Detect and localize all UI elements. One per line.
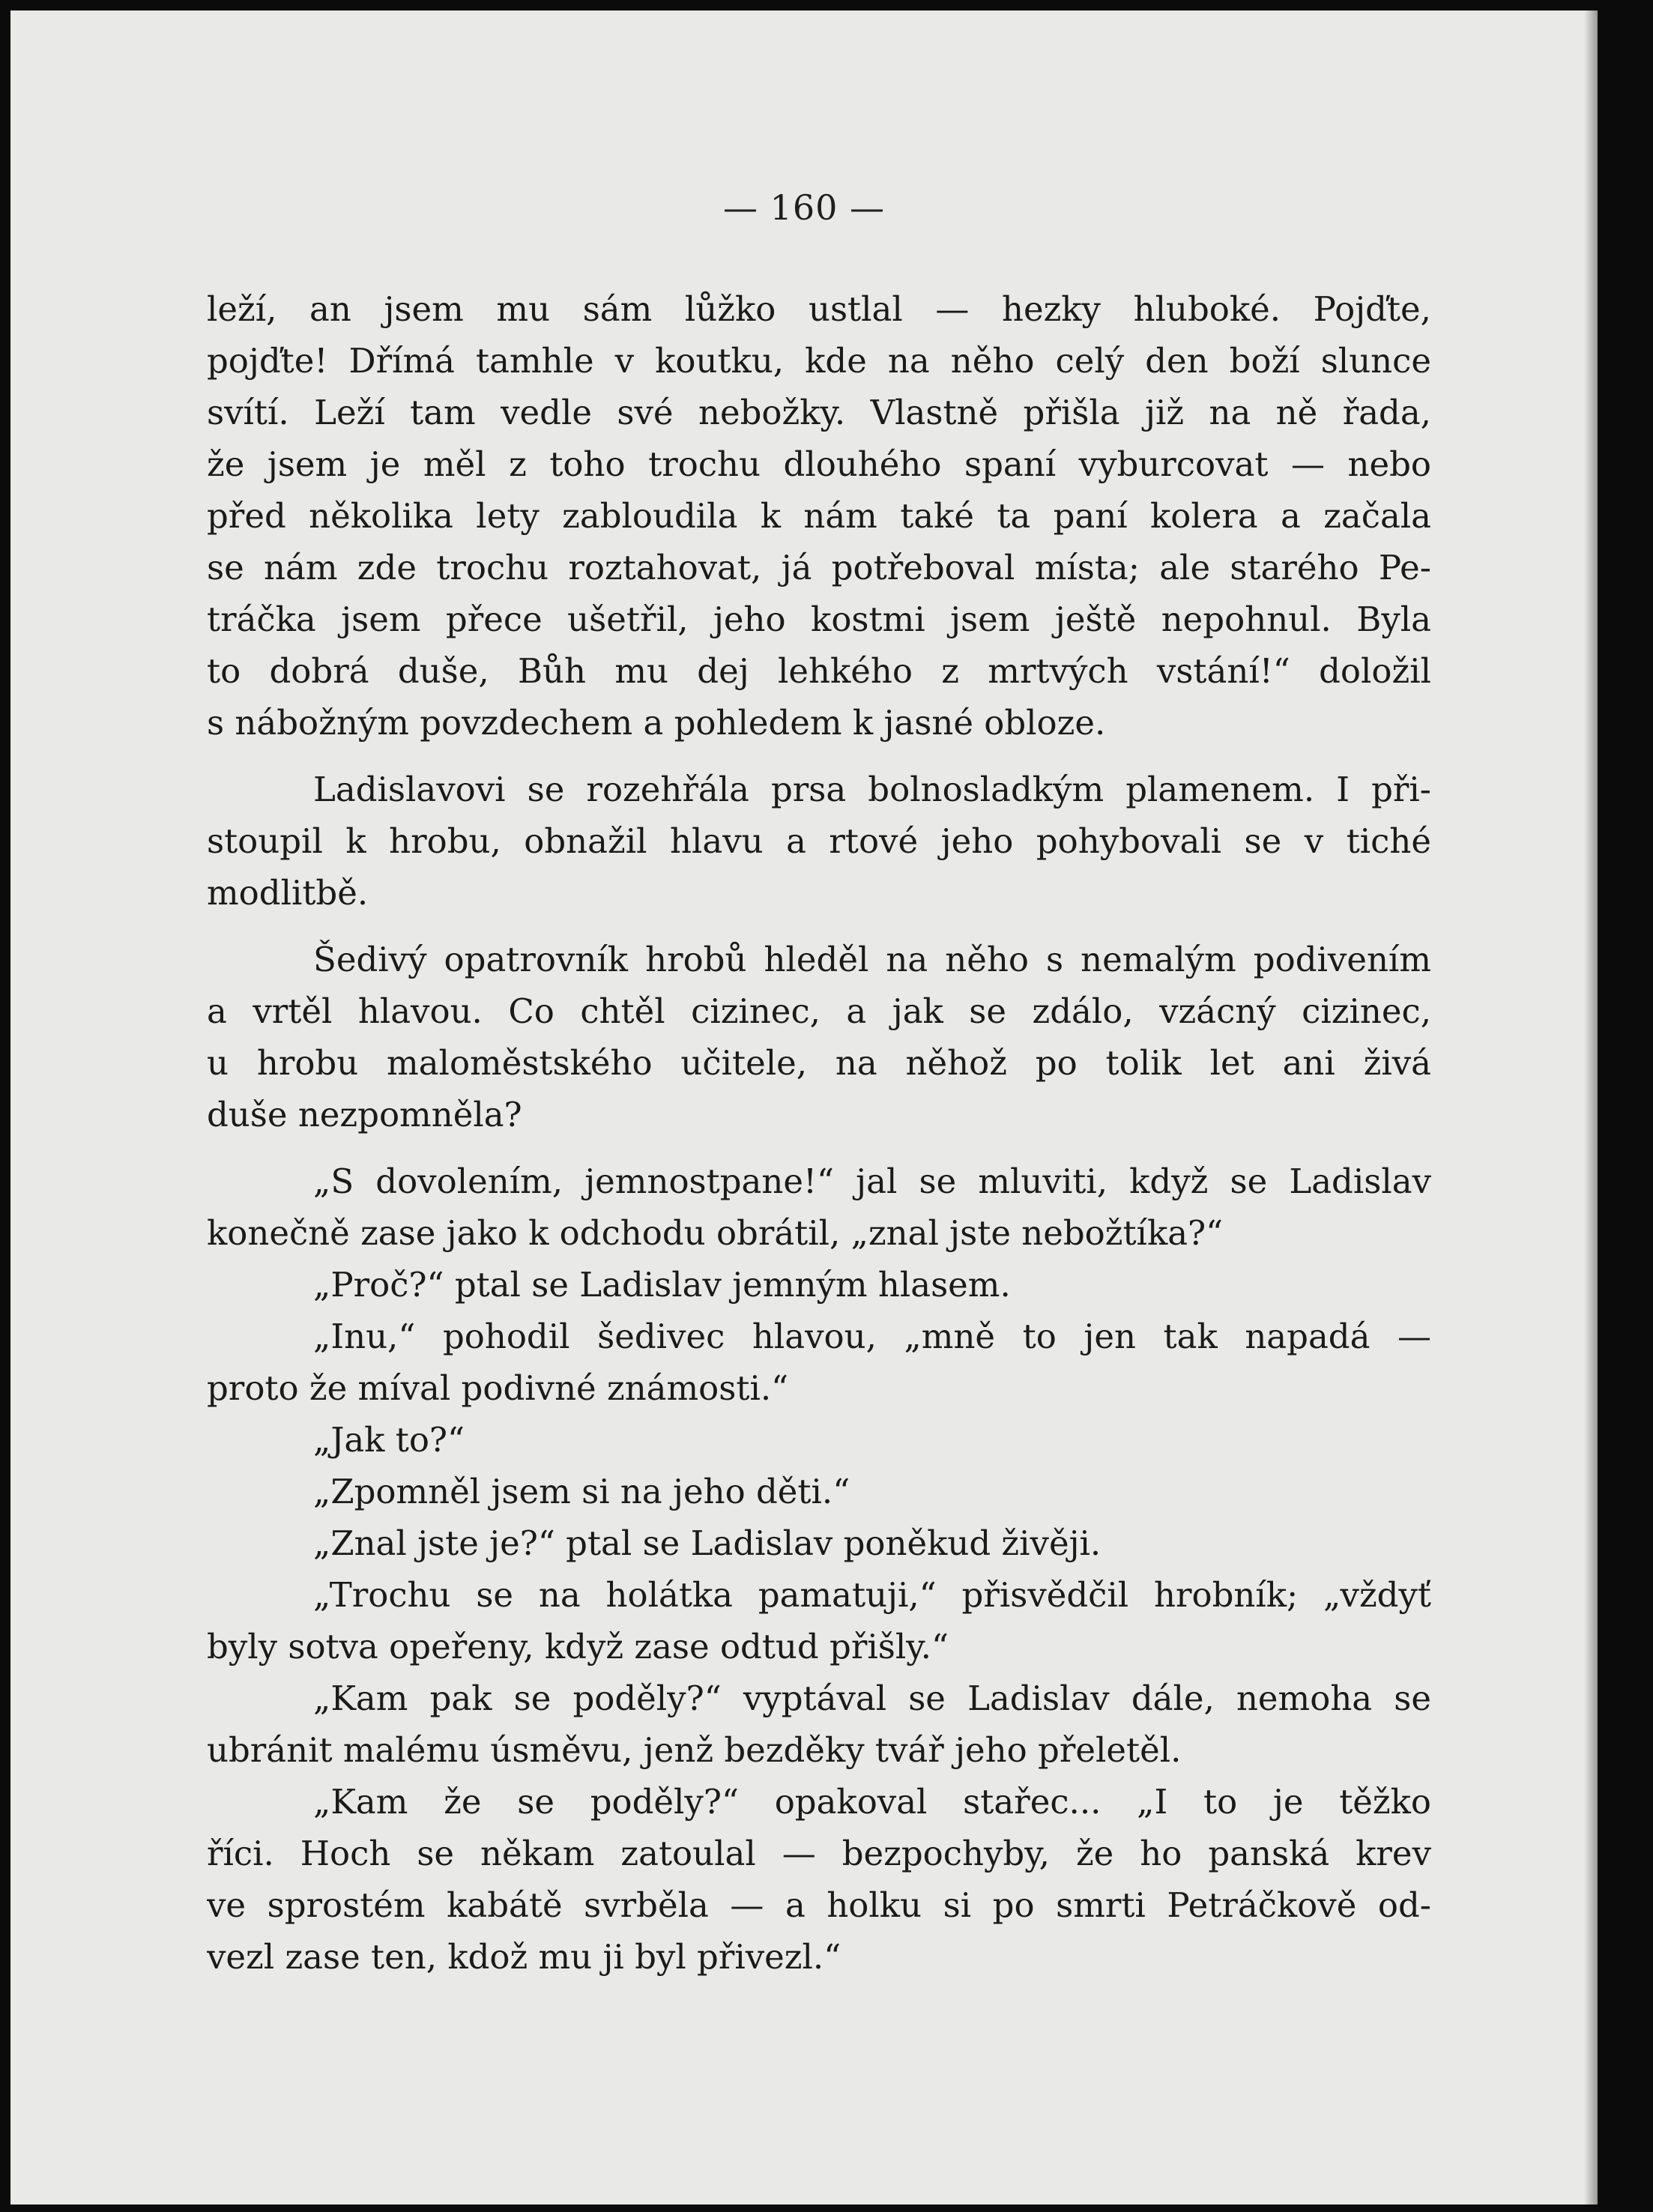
text-line: proto že míval podivné známosti.“ [207, 1368, 789, 1408]
book-page [10, 10, 1598, 2205]
paragraph [207, 1311, 1431, 1414]
text-line: to dobrá duše, Bůh mu dej lehkého z mrtvých vstání!“ doložil [207, 651, 1431, 691]
text-line: ve sprostém kabátě svrběla — a holku si po smrti Petráčkově od- [207, 1885, 1431, 1925]
text-line: modlitbě. [207, 873, 369, 913]
paragraph [207, 1414, 1431, 1466]
text-line: duše nezpomněla? [207, 1095, 522, 1134]
text-line: pojďte! Dřímá tamhle v koutku, kde na něho celý den boží slunce [207, 341, 1431, 381]
paragraph [207, 1466, 1431, 1517]
text-line: Šedivý opatrovník hrobů hleděl na něho s nemalým podivením [313, 940, 1431, 979]
text-line: konečně zase jako k odchodu obrátil, „znal jste nebožtíka?“ [207, 1213, 1224, 1253]
text-line: „Kam pak se poděly?“ vyptával se Ladislav dále, nemoha se [313, 1678, 1431, 1718]
text-line: vezl zase ten, kdož mu ji byl přivezl.“ [207, 1937, 841, 1977]
text-line: stoupil k hrobu, obnažil hlavu a rtové jeho pohybovali se v tiché [207, 821, 1431, 861]
page-edge-shadow [1584, 10, 1598, 2205]
paragraph [207, 1672, 1431, 1776]
paragraph [207, 1517, 1431, 1569]
text-line: Ladislavovi se rozehřála prsa bolnosladkým plamenem. I při- [313, 770, 1431, 809]
text-line: „Zpomněl jsem si na jeho děti.“ [313, 1472, 850, 1511]
paragraph [207, 1155, 1431, 1259]
text-line: před několika lety zabloudila k nám také ta paní kolera a začala [207, 496, 1431, 536]
text-line: byly sotva opeřeny, když zase odtud přišly.“ [207, 1627, 949, 1666]
paragraph [207, 1569, 1431, 1672]
text-line: „Proč?“ ptal se Ladislav jemným hlasem. [313, 1265, 1011, 1305]
text-line: „S dovolením, jemnostpane!“ jal se mluviti, když se Ladislav [313, 1161, 1431, 1201]
body-text [207, 283, 1431, 1983]
page-number: — 160 — [722, 187, 886, 228]
paragraph [207, 1776, 1431, 1983]
text-line: „Trochu se na holátka pamatuji,“ přisvědčil hrobník; „vždyť [313, 1575, 1431, 1615]
text-line: „Znal jste je?“ ptal se Ladislav poněkud živěji. [313, 1523, 1102, 1563]
text-line: u hrobu maloměstského učitele, na něhož po tolik let ani živá [207, 1043, 1431, 1083]
paragraph [207, 1259, 1431, 1311]
text-line: „Inu,“ pohodil šedivec hlavou, „mně to jen tak napadá — [313, 1317, 1431, 1356]
paragraph [207, 934, 1431, 1140]
text-line: se nám zde trochu roztahovat, já potřeboval místa; ale starého Pe- [207, 548, 1431, 587]
text-line: říci. Hoch se někam zatoulal — bezpochyby, že ho panská krev [207, 1834, 1431, 1873]
text-line: že jsem je měl z toho trochu dlouhého spaní vyburcovat — nebo [207, 444, 1431, 484]
paragraph [207, 283, 1431, 749]
paragraph [207, 764, 1431, 919]
text-line: s nábožným povzdechem a pohledem k jasné obloze. [207, 703, 1106, 743]
text-line: ubránit malému úsměvu, jenž bezděky tvář jeho přeletěl. [207, 1730, 1182, 1770]
text-line: svítí. Leží tam vedle své nebožky. Vlastně přišla již na ně řada, [207, 393, 1431, 432]
text-line: „Jak to?“ [313, 1420, 465, 1460]
text-line: „Kam že se poděly?“ opakoval stařec... „I to je těžko [313, 1782, 1431, 1822]
text-line: a vrtěl hlavou. Co chtěl cizinec, a jak se zdálo, vzácný cizinec, [207, 991, 1431, 1031]
text-line: leží, an jsem mu sám lůžko ustlal — hezky hluboké. Pojďte, [207, 289, 1431, 329]
text-line: tráčka jsem přece ušetřil, jeho kostmi jsem ještě nepohnul. Byla [207, 599, 1431, 639]
